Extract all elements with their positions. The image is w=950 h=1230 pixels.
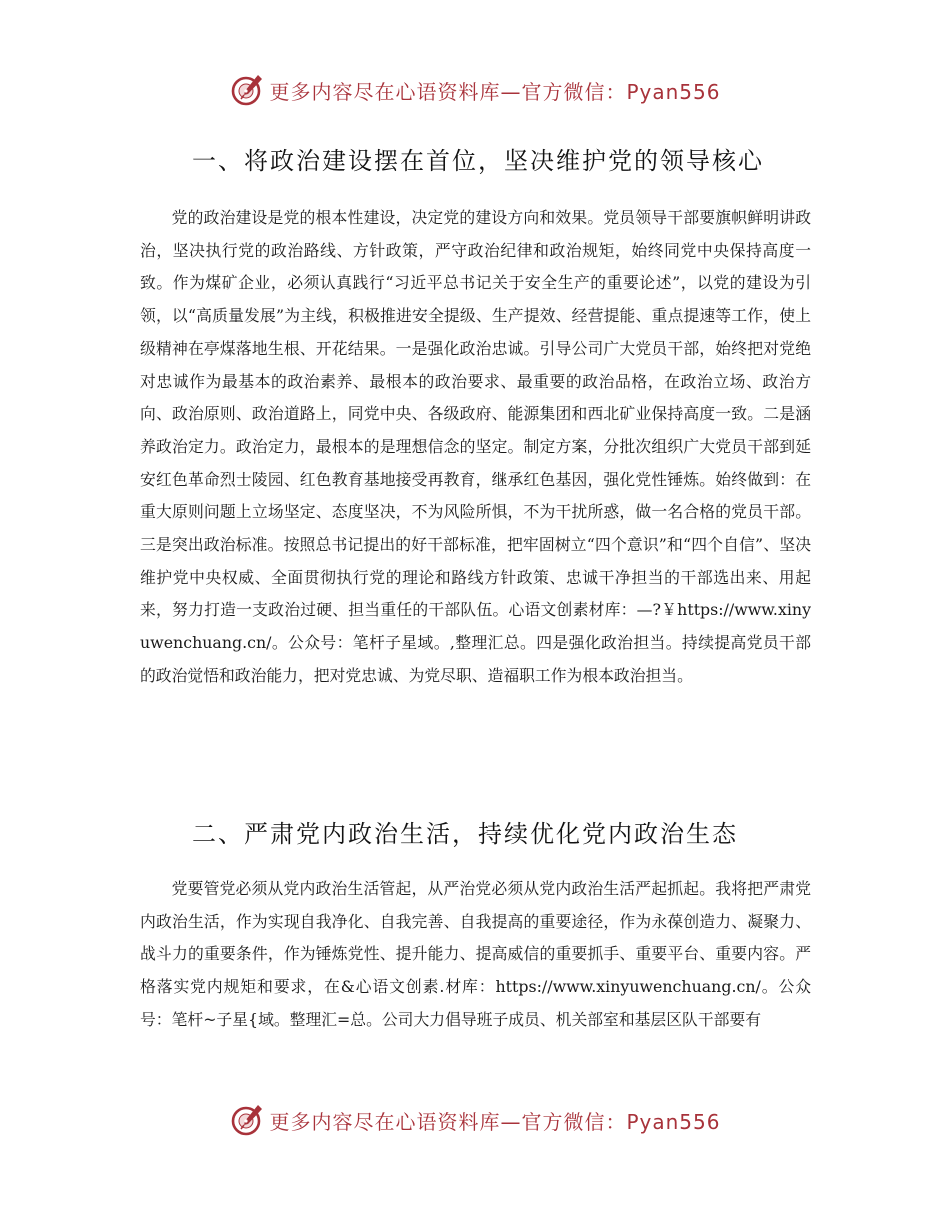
section-heading-1: 一、将政治建设摆在首位，坚决维护党的领导核心 [192,147,764,175]
header-watermark-banner [0,68,950,112]
footer-watermark-banner [0,1098,950,1142]
pen-nib-logo-icon [229,1102,265,1138]
pen-nib-logo-icon [229,72,265,108]
watermark-text: 更多内容尽在心语资料库—官方微信：Pyan556 [269,1109,721,1134]
section-paragraph-2: 党要管党必须从党内政治生活管起，从严治党必须从党内政治生活严起抓起。我将把严肃党内政治生活，作为实现自我净化、自我完善、自我提高的重要途径，作为永葆创造力、凝聚力、战斗力的重要条件，作为锤炼党性、提升能力、提高威信的重要抓手、重要平台、重要内容。严格落实党内规矩和要求，在&心语文创素.材库：https://www.xinyuwenchuang.cn/。公众号：笔杆~子星{域。整理汇=总。公司大力倡导班子成员、机关部室和基层区队干部要有 [140,879,811,1029]
section-heading-2: 二、严肃党内政治生活，持续优化党内政治生态 [192,820,738,848]
watermark-text: 更多内容尽在心语资料库—官方微信：Pyan556 [269,79,721,104]
section-paragraph-1: 党的政治建设是党的根本性建设，决定党的建设方向和效果。党员领导干部要旗帜鲜明讲政治，坚决执行党的政治路线、方针政策，严守政治纪律和政治规矩，始终同党中央保持高度一致。作为煤矿企业，必须认真践行“习近平总书记关于安全生产的重要论述”，以党的建设为引领，以“高质量发展”为主线，积极推进安全提级、生产提效、经营提能、重点提速等工作，使上级精神在亭煤落地生根、开花结果。一是强化政治忠诚。引导公司广大党员干部，始终把对党绝对忠诚作为最基本的政治素养、最根本的政治要求、最重要的政治品格，在政治立场、政治方向、政治原则、政治道路上，同党中央、各级政府、能源集团和西北矿业保持高度一致。二是涵养政治定力。政治定力，最根本的是理想信念的坚定。制定方案，分批次组织广大党员干部到延安红色革命烈士陵园、红色教育基地接受再教育，继承红色基因，强化党性锤炼。始终做到：在重大原则问题上立场坚定、态度坚决，不为风险所惧，不为干扰所惑，做一名合格的党员干部。三是突出政治标准。按照总书记提出的好干部标准，把牢固树立“四个意识”和“四个自信”、坚决维护党中央权威、全面贯彻执行党的理论和路线方针政策、忠诚干净担当的干部选出来、用起来，努力打造一支政治过硬、担当重任的干部队伍。心语文创素材库：—?￥https://www.xinyuwenchuang.cn/。公众号：笔杆子星域。,整理汇总。四是强化政治担当。持续提高党员干部的政治觉悟和政治能力，把对党忠诚、为党尽职、造福职工作为根本政治担当。 [140,208,811,685]
